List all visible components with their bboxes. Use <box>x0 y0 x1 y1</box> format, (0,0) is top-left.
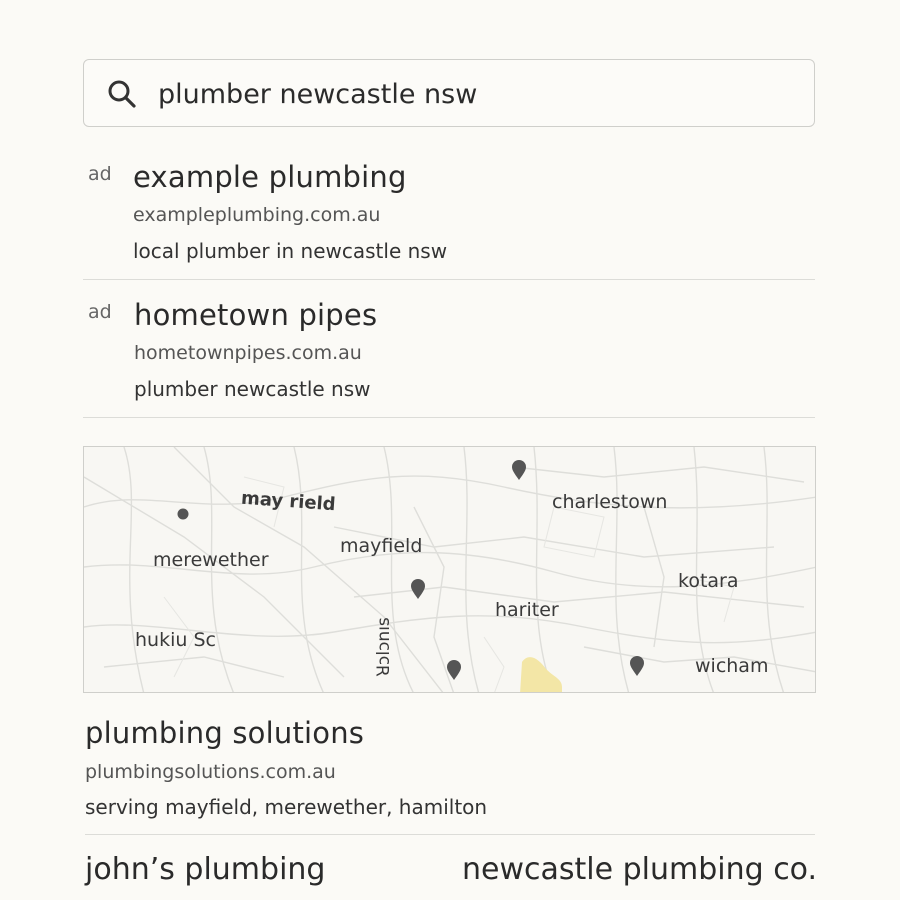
ad-result-description: local plumber in newcastle nsw <box>133 239 448 263</box>
map-label-kotara: kotara <box>678 570 739 592</box>
map-label-charlestown: charlestown <box>552 491 668 513</box>
map-label-mayfield-top: may rield <box>240 487 337 516</box>
ad-result[interactable] <box>83 298 815 418</box>
map-pin-icon[interactable] <box>511 459 527 481</box>
map-label-mayfield: mayfield <box>340 535 423 557</box>
map-pin-icon[interactable] <box>446 659 462 681</box>
map-label-hukiu: hukiu Sc <box>135 629 216 651</box>
organic-result[interactable] <box>85 716 815 826</box>
map-pin-icon[interactable] <box>629 655 645 677</box>
organic-result-description: serving mayfield, merewether, hamilton <box>85 795 488 819</box>
organic-result-title[interactable]: plumbing solutions <box>85 716 365 750</box>
map-highlight-area <box>520 657 562 693</box>
map-label-merewether: merewether <box>153 549 269 571</box>
result-title-newcastle-plumbing[interactable]: newcastle plumbing co. <box>462 852 818 887</box>
search-icon[interactable] <box>106 78 138 110</box>
ad-result[interactable] <box>83 160 815 280</box>
ad-result-title[interactable]: example plumbing <box>133 160 407 194</box>
map-pin-icon[interactable] <box>410 578 426 600</box>
ad-result-url[interactable]: hometownpipes.com.au <box>134 342 362 364</box>
map-label-hariter: hariter <box>495 599 559 621</box>
map-label-wicham: wicham <box>695 655 769 677</box>
organic-result-url[interactable]: plumbingsolutions.com.au <box>85 761 336 783</box>
map-dot-icon[interactable] <box>177 508 189 520</box>
search-bar[interactable] <box>83 59 815 127</box>
search-input[interactable] <box>158 74 778 114</box>
ad-result-description: plumber newcastle nsw <box>134 377 371 401</box>
ad-badge: ad <box>88 301 112 323</box>
map-label-vertical: ꓤɔlɔnıs <box>373 617 394 677</box>
result-title-johns-plumbing[interactable]: john’s plumbing <box>85 852 326 887</box>
ad-result-title[interactable]: hometown pipes <box>134 298 378 332</box>
map-panel[interactable] <box>83 446 816 693</box>
ad-badge: ad <box>88 163 112 185</box>
result-divider <box>85 834 815 835</box>
ad-result-url[interactable]: exampleplumbing.com.au <box>133 204 381 226</box>
